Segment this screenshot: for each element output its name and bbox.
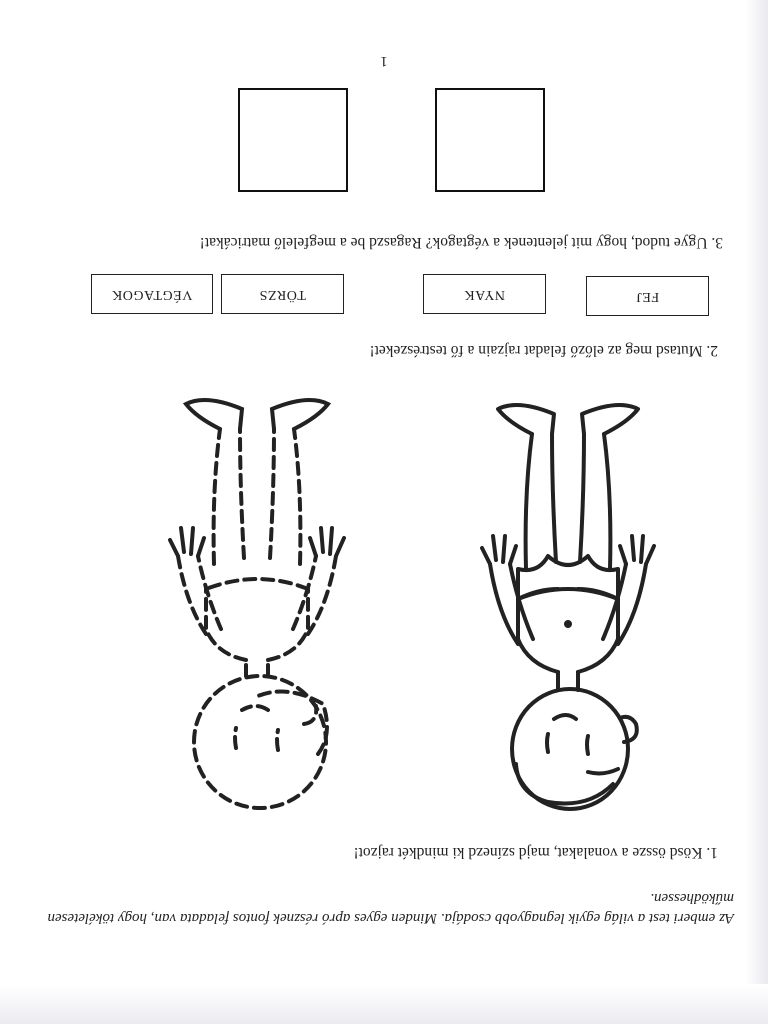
child-figure-dashed bbox=[148, 384, 348, 814]
sticker-box-1 bbox=[435, 88, 545, 192]
label-box-fej: FEJ bbox=[586, 276, 709, 316]
sticker-box-2 bbox=[238, 88, 348, 192]
intro-text: Az emberi test a világ egyik legnagyobb csodája. Minden egyes apró résznek fontos feladata van, hogy tökéletesen működhessen. bbox=[47, 890, 734, 926]
label-box-vegtagok: VÉGTAGOK bbox=[91, 274, 213, 314]
child-figure-solid bbox=[458, 384, 658, 814]
task-2-instruction: 2. Mutasd meg az előző feladat rajzain a fő testrészeket! bbox=[369, 342, 718, 359]
page-number: 1 bbox=[380, 53, 388, 69]
label-box-torzs: TÖRZS bbox=[221, 274, 344, 314]
label-box-nyak: NYAK bbox=[423, 274, 546, 314]
task-3-instruction: 3. Ugye tudod, hogy mit jelentenek a végtagok? Ragaszd be a megfelelő matricákat! bbox=[199, 234, 723, 251]
task-1-instruction: 1. Kösd össze a vonalakat, majd színezd ki mindkét rajzot! bbox=[353, 844, 718, 861]
